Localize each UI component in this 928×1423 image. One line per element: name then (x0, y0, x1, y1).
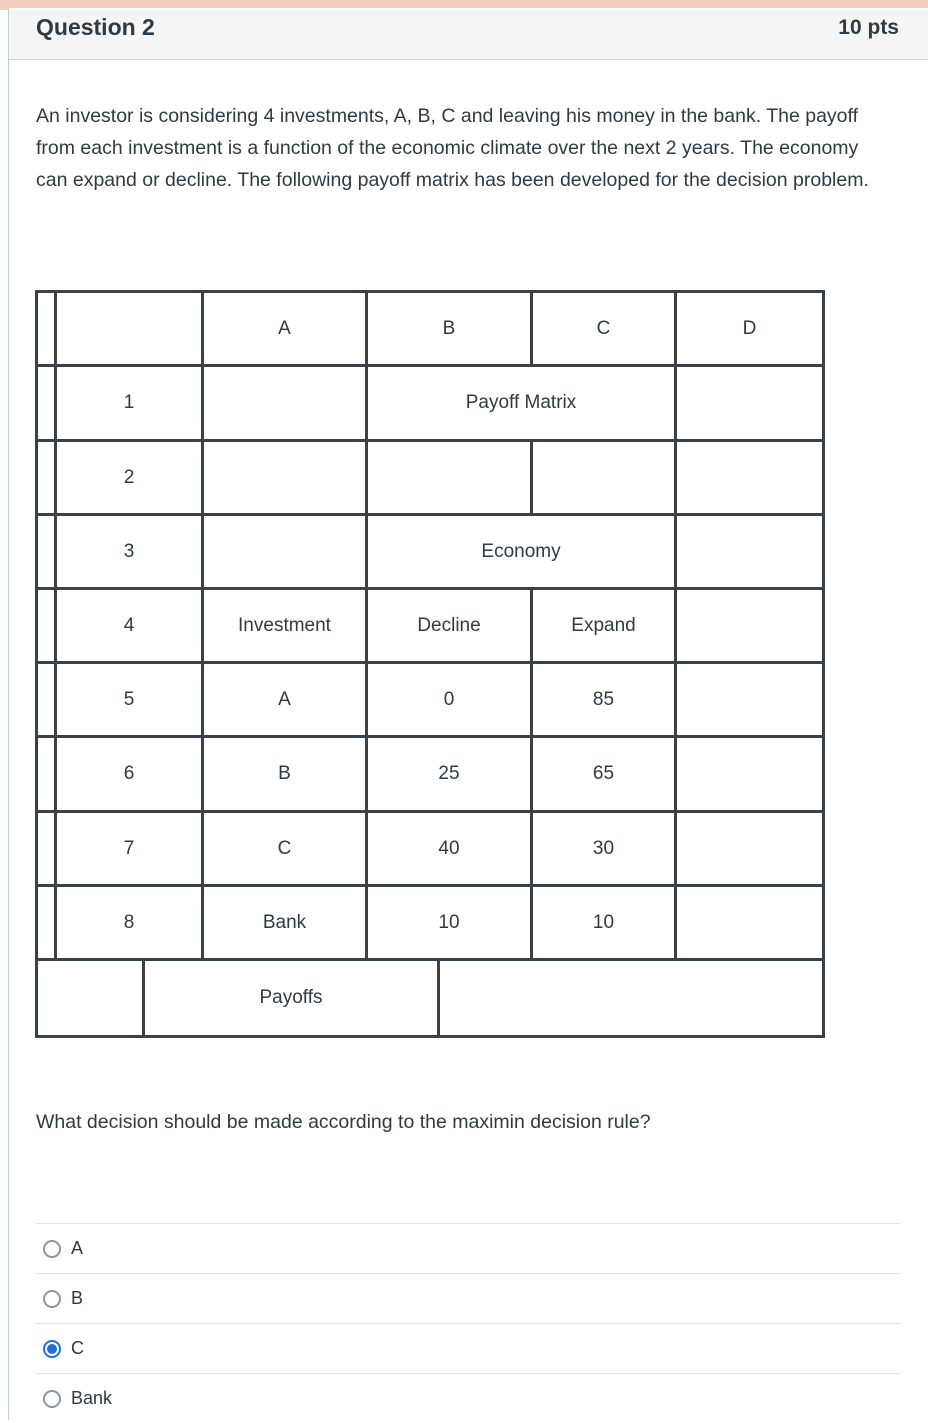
empty-cell (674, 661, 825, 738)
empty-cell (530, 439, 677, 516)
empty-cell (674, 884, 825, 961)
investment-header: Investment (201, 587, 368, 664)
answer-label-bank: Bank (71, 1388, 113, 1408)
radio-button-c[interactable] (43, 1340, 61, 1358)
decline-value: 0 (365, 661, 533, 738)
answer-option-b[interactable] (36, 1273, 900, 1323)
investment-cell: C (201, 810, 368, 887)
empty-cell (437, 958, 825, 1038)
answer-option-c[interactable] (36, 1323, 900, 1373)
economy-label: Economy (365, 513, 677, 590)
decline-value: 10 (365, 884, 533, 961)
row-number-4: 4 (54, 587, 204, 664)
empty-cell (201, 439, 368, 516)
empty-cell (674, 513, 825, 590)
row-number-5: 5 (54, 661, 204, 738)
empty-cell (674, 439, 825, 516)
question-prompt: What decision should be made according to the maximin decision rule? (36, 1111, 651, 1133)
radio-button-b[interactable] (43, 1290, 61, 1308)
payoffs-label: Payoffs (142, 958, 440, 1038)
investment-cell: A (201, 661, 368, 738)
expand-value: 65 (530, 735, 677, 813)
expand-value: 10 (530, 884, 677, 961)
row-number-7: 7 (54, 810, 204, 887)
col-header-b: B (365, 290, 533, 367)
empty-cell (674, 735, 825, 813)
answer-label-b: B (71, 1288, 84, 1308)
answer-option-a[interactable] (36, 1223, 900, 1273)
empty-cell (35, 958, 145, 1038)
empty-cell (201, 513, 368, 590)
corner-cell (54, 290, 204, 367)
col-header-c: C (530, 290, 677, 367)
radio-button-a[interactable] (43, 1240, 61, 1258)
expand-value: 30 (530, 810, 677, 887)
question-text: An investor is considering 4 investments, A, B, C and leaving his money in the bank. The payoff from each investment is a function of the economic climate over the next 2 years. The economy can expand or decline. The following payoff matrix has been developed for the decision problem. (36, 105, 869, 191)
decline-header: Decline (365, 587, 533, 664)
radio-button-bank[interactable] (43, 1390, 61, 1408)
empty-cell (365, 439, 533, 516)
answer-list (36, 1223, 900, 1423)
answer-label-a: A (71, 1238, 84, 1258)
expand-header: Expand (530, 587, 677, 664)
question-title: Question 2 (36, 14, 155, 40)
investment-cell: B (201, 735, 368, 813)
answer-label-c: C (71, 1338, 84, 1358)
col-header-a: A (201, 290, 368, 367)
investment-cell: Bank (201, 884, 368, 961)
row-number-8: 8 (54, 884, 204, 961)
empty-cell (674, 810, 825, 887)
row-number-6: 6 (54, 735, 204, 813)
payoff-matrix-table (35, 290, 825, 1038)
empty-cell (201, 364, 368, 442)
expand-value: 85 (530, 661, 677, 738)
payoff-matrix-label: Payoff Matrix (365, 364, 677, 442)
question-points: 10 pts (838, 16, 899, 39)
answer-option-bank[interactable] (36, 1373, 900, 1423)
decline-value: 25 (365, 735, 533, 813)
col-header-d: D (674, 290, 825, 367)
empty-cell (674, 587, 825, 664)
question-header (9, 10, 928, 60)
row-number-1: 1 (54, 364, 204, 442)
empty-cell (674, 364, 825, 442)
row-number-3: 3 (54, 513, 204, 590)
row-number-2: 2 (54, 439, 204, 516)
decline-value: 40 (365, 810, 533, 887)
